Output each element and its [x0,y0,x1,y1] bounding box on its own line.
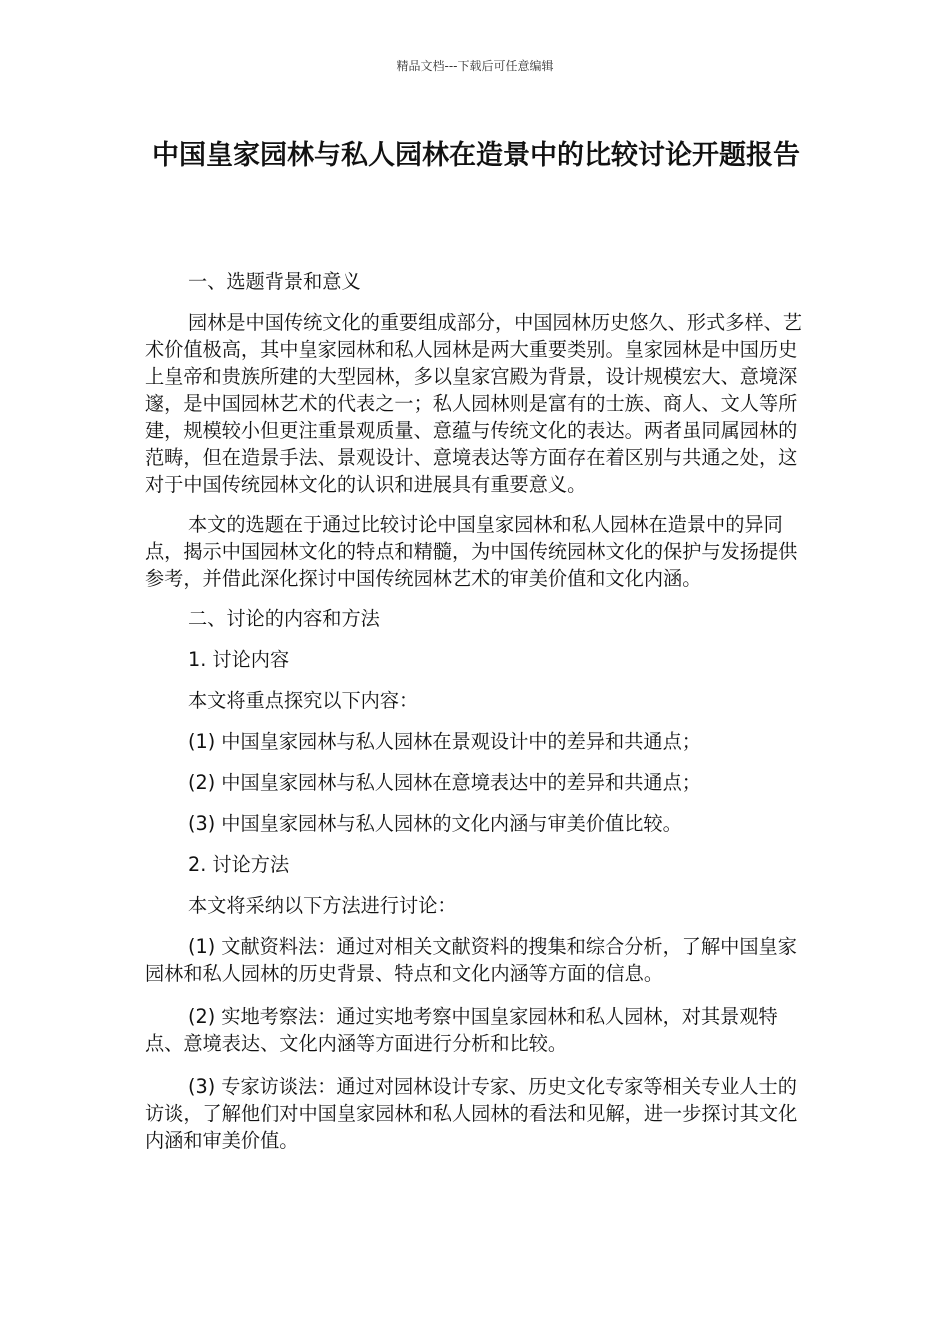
paragraph: 本文将重点探究以下内容： [188,689,419,712]
document-title: 中国皇家园林与私人园林在造景中的比较讨论开题报告 [152,140,800,171]
list-item: (1) 中国皇家园林与私人园林在景观设计中的差异和共通点； [188,730,701,753]
section-heading: 一、选题背景和意义 [188,270,361,293]
paragraph: 本文的选题在于通过比较讨论中国皇家园林和私人园林在造景中的异同点，揭示中国园林文化的特点和精髓，为中国传统园林文化的保护与发扬提供参考，并借此深化探讨中国传统园林艺术的审美价值和文化内涵。 [145,513,798,590]
subsection-heading: 1. 讨论内容 [188,648,290,671]
document-body [145,268,807,1154]
list-item: (1) 文献资料法：通过对相关文献资料的搜集和综合分析，了解中国皇家园林和私人园林的历史背景、特点和文化内涵等方面的信息。 [145,935,797,985]
list-item: (2) 实地考察法：通过实地考察中国皇家园林和私人园林，对其景观特点、意境表达、文化内涵等方面进行分析和比较。 [145,1005,778,1055]
header-note: 精品文档---下载后可任意编辑 [396,59,554,73]
paragraph: 本文将采纳以下方法进行讨论： [188,894,457,917]
list-item: (2) 中国皇家园林与私人园林在意境表达中的差异和共通点； [188,771,701,794]
subsection-heading: 2. 讨论方法 [188,853,290,876]
paragraph: 园林是中国传统文化的重要组成部分，中国园林历史悠久、形式多样、艺术价值极高，其中皇家园林和私人园林是两大重要类别。皇家园林是中国历史上皇帝和贵族所建的大型园林，多以皇家宫殿为背景，设计规模宏大、意境深邃，是中国园林艺术的代表之一；私人园林则是富有的士族、商人、文人等所建，规模较小但更注重景观质量、意蕴与传统文化的表达。两者虽同属园林的范畴，但在造景手法、景观设计、意境表达等方面存在着区别与共通之处，这对于中国传统园林文化的认识和进展具有重要意义。 [145,311,802,496]
list-item: (3) 中国皇家园林与私人园林的文化内涵与审美价值比较。 [188,812,682,835]
section-heading: 二、讨论的内容和方法 [188,607,380,630]
list-item: (3) 专家访谈法：通过对园林设计专家、历史文化专家等相关专业人士的访谈，了解他们对中国皇家园林和私人园林的看法和见解，进一步探讨其文化内涵和审美价值。 [145,1075,798,1152]
